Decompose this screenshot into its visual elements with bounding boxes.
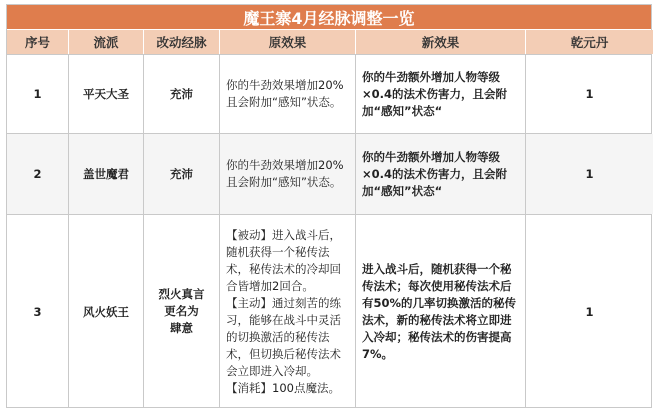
header-school: 流派	[69, 30, 144, 54]
header-new-effect: 新效果	[356, 30, 526, 54]
row-qianyuandan: 1	[585, 87, 594, 101]
table-row	[7, 133, 651, 214]
row-number: 1	[7, 55, 69, 133]
header-meridian: 改动经脉	[144, 30, 220, 54]
header-number: 序号	[7, 30, 69, 54]
old-effect-cost: 【消耗】100点魔法。	[226, 380, 340, 395]
row-new-effect: 你的牛劲额外增加人物等级×0.4的法术伤害力，且会附加“感知”状态“	[356, 134, 526, 214]
row-school: 风火妖王	[69, 215, 144, 408]
row-new-effect: 你的牛劲额外增加人物等级×0.4的法术伤害力，且会附加“感知”状态“	[356, 55, 526, 133]
row-meridian: 充沛	[144, 55, 220, 133]
row-qianyuandan: 1	[526, 134, 653, 214]
row-number: 3	[7, 215, 69, 408]
header-old-effect: 原效果	[220, 30, 356, 54]
table-row	[7, 214, 651, 408]
old-effect-passive: 【被动】进入战斗后，随机获得一个秘传法术，秘传法术的冷却回合皆增加2回合。	[226, 227, 341, 293]
old-effect-active: 【主动】通过刻苦的练习，能够在战斗中灵活的切换激活的秘传法术，但切换后秘传法术会立即进入冷却。	[226, 295, 341, 378]
meridian-line: 烈火真言	[158, 287, 205, 301]
meridian-line: 肆意	[170, 321, 193, 335]
row-number: 2	[7, 134, 69, 214]
header-qianyuandan: 乾元丹	[526, 30, 653, 54]
row-meridian	[144, 215, 220, 408]
row-old-effect: 你的牛劲效果增加20%且会附加“感知”状态。	[220, 134, 356, 214]
header-row	[7, 30, 651, 54]
row-qianyuandan: 1	[585, 304, 594, 319]
row-old-effect: 你的牛劲效果增加20%且会附加“感知”状态。	[220, 55, 356, 133]
meridian-line: 更名为	[164, 304, 199, 318]
table-row	[7, 54, 651, 133]
table-title: 魔王寨4月经脉调整一览	[7, 5, 651, 30]
row-new-effect: 进入战斗后，随机获得一个秘传法术；每次使用秘传法术后有50%的几率切换激活的秘传法术，新的秘传法术将立即进入冷却；秘传法术的伤害提高7%。	[356, 215, 526, 408]
row-old-effect	[220, 215, 356, 408]
row-school: 盖世魔君	[69, 134, 144, 214]
row-meridian: 充沛	[144, 134, 220, 214]
row-school: 平天大圣	[69, 55, 144, 133]
adjustment-table	[6, 4, 652, 408]
